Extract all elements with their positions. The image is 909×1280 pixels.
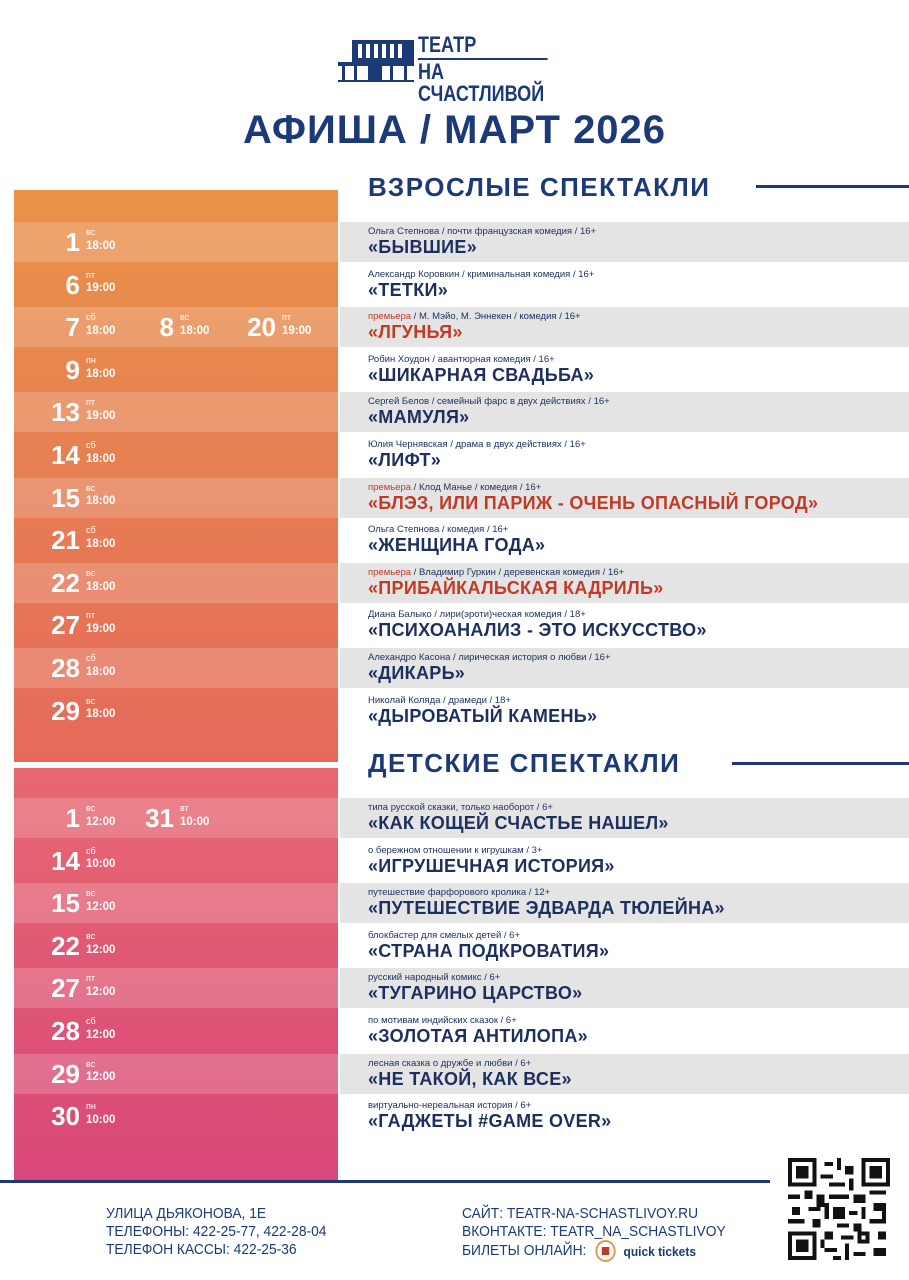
date-day: 15 bbox=[51, 482, 80, 513]
date-weekday: вс bbox=[86, 803, 96, 813]
performance-subtitle bbox=[368, 887, 550, 898]
performance-info[interactable] bbox=[340, 691, 909, 731]
premiere-label: премьера bbox=[368, 481, 412, 493]
date-cell bbox=[14, 1011, 338, 1051]
date-time: 18:00 bbox=[86, 239, 116, 252]
date-meta bbox=[86, 228, 115, 253]
performance-subtitle bbox=[368, 845, 542, 856]
performance-title: «ШИКАРНАЯ СВАДЬБА» bbox=[368, 364, 595, 385]
date-meta bbox=[282, 313, 311, 338]
author-genre-age: путешествие фарфорового кролика / 12+ bbox=[368, 887, 551, 899]
date-cell bbox=[14, 392, 338, 432]
performance-info[interactable] bbox=[340, 605, 909, 645]
performance-date bbox=[14, 224, 116, 260]
footer-address: УЛИЦА ДЬЯКОНОВА, 1Е bbox=[106, 1205, 267, 1222]
schedule-row bbox=[14, 435, 909, 475]
performance-info[interactable] bbox=[340, 648, 909, 688]
date-weekday: сб bbox=[86, 1016, 96, 1026]
date-day: 9 bbox=[65, 354, 80, 385]
theatre-building-icon bbox=[338, 38, 418, 82]
date-weekday: вс bbox=[86, 888, 96, 899]
date-meta bbox=[86, 654, 115, 679]
date-day: 13 bbox=[51, 397, 80, 428]
performance-title: «БЫВШИЕ» bbox=[368, 237, 478, 257]
date-weekday: пн bbox=[86, 1101, 96, 1112]
performance-info[interactable] bbox=[340, 478, 909, 518]
date-time: 18:00 bbox=[86, 665, 116, 678]
logo-line-1: ТЕАТР bbox=[418, 32, 477, 57]
premiere-label: премьера bbox=[368, 311, 412, 323]
performance-date bbox=[14, 1056, 116, 1092]
performance-date bbox=[14, 843, 116, 879]
date-day: 7 bbox=[65, 312, 80, 343]
quick-tickets-label: quick tickets bbox=[623, 1243, 696, 1259]
date-weekday: сб bbox=[86, 440, 96, 450]
date-day: 27 bbox=[51, 610, 80, 641]
schedule-row bbox=[14, 968, 909, 1008]
performance-title: «КАК КОЩЕЙ СЧАСТЬЕ НАШЕЛ» bbox=[368, 813, 669, 833]
schedule-row bbox=[14, 265, 909, 305]
date-cell bbox=[14, 691, 338, 731]
schedule-row bbox=[14, 648, 909, 688]
performance-title: «ГАДЖЕТЫ #GAME OVER» bbox=[368, 1111, 612, 1132]
date-weekday: пт bbox=[282, 312, 291, 323]
date-day: 31 bbox=[145, 803, 174, 833]
schedule-row bbox=[14, 478, 909, 518]
date-weekday: пт bbox=[86, 973, 95, 984]
performance-title: «ТЕТКИ» bbox=[368, 279, 449, 300]
date-time: 12:00 bbox=[86, 943, 116, 956]
performance-subtitle bbox=[368, 311, 581, 322]
date-meta bbox=[86, 271, 115, 296]
schedule-row bbox=[14, 1054, 909, 1094]
author-genre-age: / М. Мэйо, М. Эннекен / комедия / 16+ bbox=[411, 311, 581, 323]
author-genre-age: Алехандро Касона / лирическая история о любви / 16+ bbox=[368, 652, 611, 663]
date-meta bbox=[86, 697, 115, 722]
performance-info[interactable] bbox=[340, 307, 909, 347]
schedule-row bbox=[14, 222, 909, 262]
date-cell bbox=[14, 1096, 338, 1136]
performance-date bbox=[14, 480, 116, 516]
date-time: 12:00 bbox=[86, 901, 116, 914]
date-weekday: пт bbox=[86, 397, 95, 408]
footer-vk-link[interactable]: ВКОНТАКТЕ: TEATR_NA_SCHASTLIVOY bbox=[462, 1223, 726, 1240]
performance-info[interactable] bbox=[340, 563, 909, 603]
date-cell bbox=[14, 563, 338, 603]
date-time: 18:00 bbox=[86, 367, 116, 380]
performance-subtitle bbox=[368, 524, 508, 535]
date-cell bbox=[14, 265, 338, 305]
performance-info[interactable] bbox=[340, 798, 909, 838]
performance-info[interactable] bbox=[340, 1096, 909, 1136]
performance-subtitle bbox=[368, 930, 520, 941]
footer-tickets[interactable] bbox=[462, 1240, 696, 1262]
performance-date bbox=[14, 650, 116, 686]
date-day: 15 bbox=[51, 888, 80, 919]
date-time: 12:00 bbox=[86, 986, 116, 999]
author-genre-age: по мотивам индийских сказок / 6+ bbox=[368, 1015, 517, 1026]
schedule-row bbox=[14, 691, 909, 731]
author-genre-age: Робин Хоудон / авантюрная комедия / 16+ bbox=[368, 353, 555, 365]
date-cell bbox=[14, 798, 338, 838]
schedule-row bbox=[14, 563, 909, 603]
date-cell bbox=[14, 350, 338, 390]
performance-date bbox=[14, 394, 116, 430]
date-cell bbox=[14, 968, 338, 1008]
date-weekday: вс bbox=[86, 695, 96, 706]
date-day: 29 bbox=[51, 695, 80, 726]
performance-subtitle bbox=[368, 396, 610, 407]
performance-date bbox=[14, 522, 116, 558]
performance-info[interactable] bbox=[340, 350, 909, 390]
logo-line-2: НА СЧАСТЛИВОЙ bbox=[418, 58, 548, 105]
date-time: 10:00 bbox=[86, 1114, 116, 1127]
date-meta bbox=[86, 974, 115, 999]
schedule-row bbox=[14, 350, 909, 390]
schedule-row bbox=[14, 392, 909, 432]
date-time: 19:00 bbox=[86, 410, 116, 423]
date-meta bbox=[86, 847, 115, 872]
performance-info[interactable] bbox=[340, 392, 909, 432]
date-weekday: вс bbox=[86, 1058, 96, 1069]
performance-title: «МАМУЛЯ» bbox=[368, 407, 470, 428]
date-day: 27 bbox=[51, 973, 80, 1004]
schedule-row bbox=[14, 798, 909, 838]
date-cell bbox=[14, 1054, 338, 1094]
kids-section-title: ДЕТСКИЕ СПЕКТАКЛИ bbox=[368, 748, 681, 778]
performance-title: «ЖЕНЩИНА ГОДА» bbox=[368, 535, 546, 556]
footer-site-link[interactable]: САЙТ: TEATR-NA-SCHASTLIVOY.RU bbox=[462, 1205, 699, 1222]
date-day: 14 bbox=[51, 440, 80, 470]
date-weekday: вт bbox=[180, 803, 189, 813]
adult-section-title: ВЗРОСЛЫЕ СПЕКТАКЛИ bbox=[368, 172, 711, 202]
footer-line bbox=[0, 1180, 770, 1183]
date-time: 12:00 bbox=[86, 1071, 116, 1084]
date-time: 18:00 bbox=[180, 325, 210, 338]
performance-info[interactable] bbox=[340, 1011, 909, 1051]
date-time: 19:00 bbox=[282, 325, 312, 338]
performance-date bbox=[14, 607, 116, 643]
author-genre-age: Сергей Белов / семейный фарс в двух действиях / 16+ bbox=[368, 396, 610, 408]
date-meta bbox=[86, 1060, 115, 1085]
page-title: АФИША / МАРТ 2026 bbox=[242, 108, 667, 152]
performance-date bbox=[14, 970, 116, 1006]
date-meta bbox=[180, 804, 209, 829]
schedule-row bbox=[14, 1011, 909, 1051]
date-cell bbox=[14, 435, 338, 475]
author-genre-age: типа русской сказки, только наоборот / 6+ bbox=[368, 802, 553, 813]
date-time: 18:00 bbox=[86, 708, 116, 721]
performance-subtitle bbox=[368, 354, 555, 365]
schedule-row bbox=[14, 307, 909, 347]
date-meta bbox=[86, 526, 115, 551]
performance-subtitle bbox=[368, 972, 500, 983]
premiere-label: премьера bbox=[368, 566, 412, 578]
performance-date bbox=[14, 437, 116, 473]
date-time: 18:00 bbox=[86, 452, 116, 465]
performance-subtitle bbox=[368, 226, 596, 237]
performance-title: «ЗОЛОТАЯ АНТИЛОПА» bbox=[368, 1026, 588, 1046]
author-genre-age: / Клод Манье / комедия / 16+ bbox=[411, 481, 542, 493]
performance-title: «НЕ ТАКОЙ, КАК ВСЕ» bbox=[368, 1068, 572, 1089]
author-genre-age: русский народный комикс / 6+ bbox=[368, 972, 501, 984]
date-weekday: сб bbox=[86, 312, 96, 323]
performance-subtitle bbox=[368, 1058, 531, 1069]
author-genre-age: о бережном отношении к игрушкам / 3+ bbox=[368, 844, 543, 856]
author-genre-age: виртуально-нереальная история / 6+ bbox=[368, 1100, 532, 1112]
performance-title: «БЛЭЗ, ИЛИ ПАРИЖ - ОЧЕНЬ ОПАСНЫЙ ГОРОД» bbox=[368, 492, 819, 513]
performance-info[interactable] bbox=[340, 841, 909, 881]
performance-date bbox=[14, 885, 116, 921]
kids-section-line bbox=[732, 762, 909, 765]
date-meta bbox=[86, 889, 115, 914]
author-genre-age: блокбастер для смелых детей / 6+ bbox=[368, 929, 520, 941]
performance-info[interactable] bbox=[340, 1054, 909, 1094]
date-time: 10:00 bbox=[180, 815, 210, 828]
date-day: 29 bbox=[51, 1058, 80, 1089]
date-time: 18:00 bbox=[86, 495, 116, 508]
performance-subtitle bbox=[368, 1100, 531, 1111]
date-time: 18:00 bbox=[86, 580, 116, 593]
performance-info[interactable] bbox=[340, 883, 909, 923]
performance-title: «ИГРУШЕЧНАЯ ИСТОРИЯ» bbox=[368, 855, 615, 876]
date-day: 30 bbox=[51, 1101, 80, 1132]
date-weekday: пт bbox=[86, 269, 95, 280]
author-genre-age: Ольга Степнова / комедия / 16+ bbox=[368, 524, 509, 536]
performance-title: «ПУТЕШЕСТВИЕ ЭДВАРДА ТЮЛЕЙНА» bbox=[368, 898, 725, 919]
date-meta bbox=[86, 356, 115, 381]
author-genre-age: Александр Коровкин / криминальная комедия / 16+ bbox=[368, 268, 595, 280]
performance-subtitle bbox=[368, 609, 586, 620]
performance-date bbox=[102, 800, 210, 836]
date-day: 8 bbox=[159, 312, 174, 343]
schedule-row bbox=[14, 883, 909, 923]
date-cell bbox=[14, 307, 338, 347]
date-cell bbox=[14, 605, 338, 645]
quick-tickets-icon bbox=[596, 1240, 616, 1262]
author-genre-age: лесная сказка о дружбе и любви / 6+ bbox=[368, 1057, 532, 1069]
performance-subtitle bbox=[368, 482, 541, 493]
performance-title: «СТРАНА ПОДКРОВАТИЯ» bbox=[368, 940, 610, 961]
performance-title: «ЛИФТ» bbox=[368, 450, 442, 470]
performance-date bbox=[14, 693, 116, 729]
performance-date bbox=[14, 928, 116, 964]
date-cell bbox=[14, 478, 338, 518]
performance-subtitle bbox=[368, 439, 586, 450]
date-time: 12:00 bbox=[86, 1028, 116, 1041]
date-weekday: сб bbox=[86, 845, 96, 856]
date-weekday: вс bbox=[86, 930, 96, 941]
performance-date bbox=[186, 309, 312, 345]
date-day: 28 bbox=[51, 1016, 80, 1046]
performance-title: «ДЫРОВАТЫЙ КАМЕНЬ» bbox=[368, 705, 598, 726]
date-weekday: вс bbox=[180, 312, 190, 323]
schedule-row bbox=[14, 841, 909, 881]
date-weekday: пт bbox=[86, 610, 95, 621]
date-meta bbox=[86, 611, 115, 636]
date-cell bbox=[14, 926, 338, 966]
performance-info[interactable] bbox=[340, 265, 909, 305]
date-cell bbox=[14, 841, 338, 881]
performance-subtitle bbox=[368, 269, 594, 280]
date-cell bbox=[14, 883, 338, 923]
logo-text bbox=[418, 34, 576, 105]
author-genre-age: / Владимир Гуркин / деревенская комедия / 16+ bbox=[411, 566, 625, 578]
footer-phones: ТЕЛЕФОНЫ: 422-25-77, 422-28-04 bbox=[106, 1223, 327, 1240]
performance-info[interactable] bbox=[340, 968, 909, 1008]
schedule-row bbox=[14, 520, 909, 560]
schedule-row bbox=[14, 926, 909, 966]
performance-info[interactable] bbox=[340, 435, 909, 475]
date-meta bbox=[86, 398, 115, 423]
footer-tickets-label: БИЛЕТЫ ОНЛАЙН: bbox=[462, 1241, 587, 1259]
performance-date bbox=[102, 309, 210, 345]
date-day: 1 bbox=[65, 227, 80, 257]
date-cell bbox=[14, 222, 338, 262]
date-weekday: сб bbox=[86, 525, 96, 536]
performance-date bbox=[14, 1098, 116, 1134]
date-weekday: вс bbox=[86, 227, 96, 237]
performance-info[interactable] bbox=[340, 222, 909, 262]
date-meta bbox=[86, 1017, 115, 1042]
performance-title: «ЛГУНЬЯ» bbox=[368, 322, 463, 343]
performance-subtitle bbox=[368, 695, 511, 706]
date-weekday: вс bbox=[86, 482, 96, 493]
date-day: 6 bbox=[65, 269, 80, 300]
schedule-row bbox=[14, 1096, 909, 1136]
date-time: 12:00 bbox=[86, 815, 116, 828]
performance-date bbox=[14, 565, 116, 601]
date-weekday: вс bbox=[86, 567, 96, 578]
performance-title: «ПСИХОАНАЛИЗ - ЭТО ИСКУССТВО» bbox=[368, 620, 707, 641]
date-cell bbox=[14, 520, 338, 560]
performance-subtitle bbox=[368, 567, 624, 578]
date-meta bbox=[86, 932, 115, 957]
date-meta bbox=[86, 1102, 115, 1127]
date-meta bbox=[86, 441, 115, 466]
date-time: 19:00 bbox=[86, 623, 116, 636]
qr-code-icon[interactable] bbox=[788, 1158, 890, 1260]
date-day: 21 bbox=[51, 525, 80, 556]
date-day: 22 bbox=[51, 567, 80, 598]
performance-subtitle bbox=[368, 802, 553, 813]
date-cell bbox=[14, 648, 338, 688]
author-genre-age: Юлия Чернявская / драма в двух действиях / 16+ bbox=[368, 439, 586, 450]
date-day: 22 bbox=[51, 930, 80, 961]
schedule-row bbox=[14, 605, 909, 645]
date-time: 18:00 bbox=[86, 325, 116, 338]
date-day: 1 bbox=[65, 803, 80, 833]
date-meta bbox=[86, 484, 115, 509]
performance-date bbox=[14, 800, 116, 836]
date-weekday: пн bbox=[86, 354, 96, 365]
performance-date bbox=[14, 352, 116, 388]
performance-info[interactable] bbox=[340, 926, 909, 966]
author-genre-age: Ольга Степнова / почти французская комедия / 16+ bbox=[368, 226, 597, 237]
performance-info[interactable] bbox=[340, 520, 909, 560]
performance-date bbox=[14, 1013, 116, 1049]
performance-date bbox=[14, 309, 116, 345]
date-day: 28 bbox=[51, 653, 80, 683]
performance-subtitle bbox=[368, 1015, 517, 1026]
date-meta bbox=[86, 569, 115, 594]
footer-box-office: ТЕЛЕФОН КАССЫ: 422-25-36 bbox=[106, 1241, 297, 1258]
date-time: 18:00 bbox=[86, 538, 116, 551]
date-day: 14 bbox=[51, 845, 80, 876]
author-genre-age: Николай Коляда / драмеди / 18+ bbox=[368, 694, 511, 706]
performance-title: «ПРИБАЙКАЛЬСКАЯ КАДРИЛЬ» bbox=[368, 577, 664, 598]
date-time: 19:00 bbox=[86, 282, 116, 295]
performance-title: «ТУГАРИНО ЦАРСТВО» bbox=[368, 983, 583, 1004]
date-weekday: сб bbox=[86, 653, 96, 663]
date-time: 10:00 bbox=[86, 858, 116, 871]
performance-date bbox=[14, 267, 116, 303]
theatre-logo[interactable] bbox=[336, 32, 576, 106]
date-day: 20 bbox=[247, 312, 276, 343]
author-genre-age: Диана Балыко / лири(эроти)ческая комедия / 18+ bbox=[368, 609, 586, 621]
performance-title: «ДИКАРЬ» bbox=[368, 663, 466, 683]
adult-section-line bbox=[756, 185, 909, 188]
performance-subtitle bbox=[368, 652, 611, 663]
